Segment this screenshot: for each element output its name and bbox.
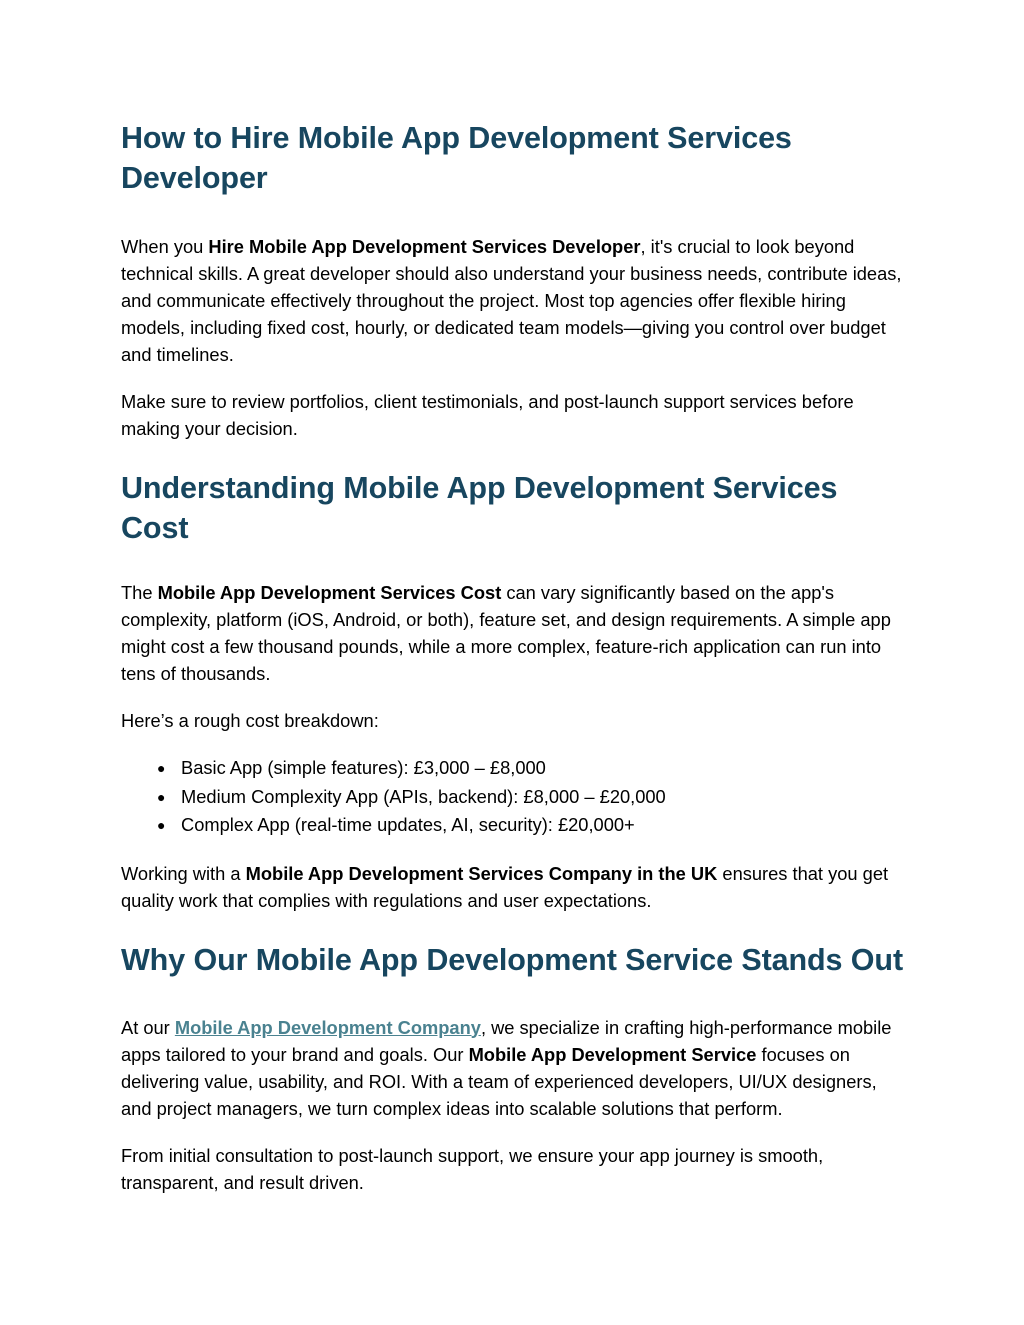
text-run: The	[121, 582, 158, 603]
bold-keyword: Mobile App Development Services Company in the UK	[245, 862, 718, 884]
paragraph-why-intro	[121, 1014, 911, 1122]
list-item	[157, 783, 911, 812]
text-run: focuses on delivering value, usability, and ROI. With a team of experienced developers, UI/UX designers, and project managers, we turn complex ideas into scalable solutions that perform.	[121, 1043, 877, 1119]
company-link[interactable]: Mobile App Development Company	[174, 1016, 481, 1038]
paragraph-review-portfolios: Make sure to review portfolios, client testimonials, and post-launch support services before making your decision.	[121, 391, 854, 439]
text-run: can vary significantly based on the app's complexity, platform (iOS, Android, or both), feature set, and design requirements. A simple app might cost a few thousand pounds, while a more complex, feature-rich application can run into tens of thousands.	[121, 582, 891, 684]
list-item	[157, 754, 911, 783]
list-item-text: Basic App (simple features): £3,000 – £8,000	[181, 757, 546, 778]
text-run: When you	[121, 236, 209, 257]
list-item	[157, 811, 911, 840]
bold-keyword: Mobile App Development Service	[468, 1043, 757, 1065]
list-item-text: Medium Complexity App (APIs, backend): £8,000 – £20,000	[181, 785, 666, 807]
bullet-icon: ●	[157, 788, 166, 805]
cost-breakdown-list	[121, 754, 911, 840]
list-item-text: Complex App (real-time updates, AI, security): £20,000+	[181, 814, 635, 835]
paragraph-hire-intro	[121, 233, 911, 368]
heading-cost: Understanding Mobile App Development Services Cost	[121, 471, 838, 545]
bullet-icon: ●	[157, 817, 166, 833]
text-run: Working with a	[121, 862, 246, 884]
heading-hire-developer: How to Hire Mobile App Development Services Developer	[121, 121, 792, 195]
bold-keyword: Hire Mobile App Development Services Developer	[208, 236, 641, 257]
heading-why-stand-out: Why Our Mobile App Development Service Stands Out	[121, 942, 904, 977]
text-run: , it's crucial to look beyond technical skills. A great developer should also understand your business needs, contribute ideas, and communicate effectively throughout the project. Most top agencies offer flexible hiring models, including fixed cost, hourly, or dedicated team models—giving you control over budget and timelines.	[121, 236, 902, 365]
text-run: , we specialize in crafting high-performance mobile apps tailored to your brand and goals. Our	[121, 1016, 892, 1065]
text-run: At our	[121, 1016, 175, 1038]
bold-keyword: Mobile App Development Services Cost	[157, 582, 502, 603]
paragraph-breakdown-lead: Here’s a rough cost breakdown:	[121, 710, 379, 731]
text-run: ensures that you get quality work that complies with regulations and user expectations.	[121, 862, 889, 911]
paragraph-journey: From initial consultation to post-launch support, we ensure your app journey is smooth, transparent, and result driven.	[121, 1144, 824, 1193]
paragraph-uk-company	[121, 860, 911, 914]
bullet-icon: ●	[157, 760, 166, 776]
paragraph-cost-intro	[121, 579, 911, 687]
document-page	[121, 118, 911, 1216]
